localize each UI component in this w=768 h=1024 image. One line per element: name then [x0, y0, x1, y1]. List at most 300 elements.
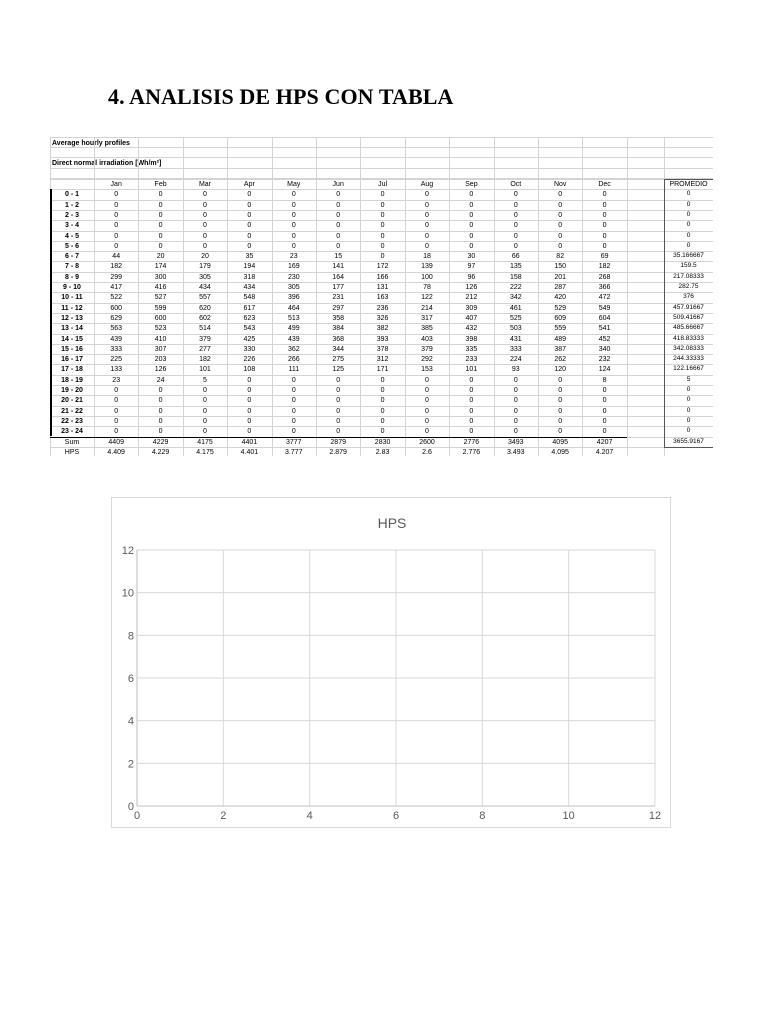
table-cell: 0 — [247, 407, 252, 415]
table-cell: 420 — [554, 294, 567, 302]
table-cell: 0 — [469, 232, 474, 240]
table-cell: 179 — [199, 263, 211, 271]
table-cell: 609 — [554, 314, 567, 322]
month-header-jul: Jul — [378, 181, 388, 188]
table-cell: 0 — [513, 417, 518, 425]
promedio-cell: 217.08333 — [673, 272, 704, 280]
table-cell: 2.776 — [462, 448, 481, 456]
grid-line-h — [50, 261, 713, 262]
table-cell: 305 — [287, 284, 300, 291]
table-cell: 434 — [243, 284, 256, 291]
table-cell: 0 — [469, 201, 474, 209]
promedio-cell: 122.16667 — [673, 365, 704, 373]
grid-line-h — [50, 220, 713, 221]
table-cell: 222 — [509, 284, 522, 291]
table-cell: 35 — [245, 253, 254, 261]
table-cell: 0 — [247, 397, 252, 405]
table-cell: 0 — [203, 222, 207, 230]
table-cell: 101 — [199, 366, 211, 374]
table-cell: 0 — [158, 191, 163, 199]
month-header-mar: Mar — [198, 181, 212, 188]
table-cell: 0 — [513, 407, 518, 415]
table-cell: 366 — [598, 284, 611, 291]
grid-line-h — [50, 323, 713, 324]
table-cell: 4.229 — [151, 448, 170, 456]
table-cell: 557 — [199, 294, 211, 302]
y-tick-label: 12 — [121, 545, 134, 557]
table-cell: 0 — [247, 242, 252, 250]
table-cell: 126 — [154, 366, 167, 374]
table-cell: 312 — [376, 356, 389, 364]
table-note-irradiation: Direct normal irradiation [Wh/m²] — [52, 160, 162, 167]
table-cell: 0 — [425, 211, 429, 219]
table-cell: 0 — [558, 376, 563, 384]
row-label: 21 - 22 — [61, 407, 83, 415]
table-cell: 0 — [158, 211, 163, 219]
grid-line-h — [50, 157, 713, 158]
row-label: 0 - 1 — [64, 191, 79, 199]
table-cell: 2830 — [374, 438, 391, 446]
table-cell: 287 — [554, 284, 567, 291]
table-cell: 3.777 — [285, 448, 303, 456]
table-cell: 0 — [425, 191, 429, 199]
promedio-cell: 376 — [683, 293, 694, 301]
table-cell: 169 — [287, 263, 300, 271]
table-cell: 452 — [598, 335, 611, 343]
row-label: 17 - 18 — [61, 366, 83, 374]
table-cell: 297 — [332, 304, 345, 312]
table-cell: 0 — [558, 387, 563, 394]
table-cell: 523 — [154, 325, 167, 333]
table-cell: 3.493 — [507, 448, 525, 456]
table-cell: 0 — [558, 242, 563, 250]
table-cell: 15 — [334, 253, 343, 261]
table-cell: 513 — [287, 314, 300, 322]
table-cell: 2776 — [463, 438, 480, 446]
table-cell: 0 — [513, 387, 518, 394]
table-cell: 225 — [110, 356, 123, 364]
table-cell: 275 — [332, 356, 345, 364]
table-cell: 0 — [158, 407, 163, 415]
table-cell: 0 — [291, 376, 296, 384]
table-cell: 0 — [336, 428, 341, 436]
row-label: 1 - 2 — [64, 201, 79, 209]
table-cell: 0 — [247, 232, 252, 240]
month-header-nov: Nov — [553, 181, 567, 188]
x-tick-label: 6 — [392, 810, 400, 822]
table-cell: 0 — [336, 222, 341, 230]
table-cell: 266 — [287, 356, 300, 364]
grid-line-h — [50, 231, 713, 232]
grid-line-h — [50, 406, 713, 407]
table-cell: 0 — [513, 376, 518, 384]
table-cell: 82 — [556, 253, 565, 261]
promedio-header: PROMEDIO — [669, 181, 708, 188]
table-cell: 125 — [332, 366, 345, 374]
table-cell: 0 — [380, 407, 385, 415]
table-cell: 131 — [376, 284, 389, 291]
table-cell: 0 — [291, 417, 296, 425]
table-cell: 0 — [469, 222, 474, 230]
table-cell: 0 — [158, 232, 163, 240]
table-cell: 0 — [291, 242, 296, 250]
table-cell: 0 — [558, 191, 563, 199]
month-header-may: May — [287, 181, 301, 188]
promedio-cell: 418.83333 — [673, 334, 704, 342]
table-cell: 201 — [554, 273, 567, 281]
table-cell: 277 — [199, 345, 211, 353]
table-cell: 172 — [376, 263, 389, 271]
table-cell: 0 — [558, 428, 563, 436]
promedio-cell: 457.91667 — [673, 303, 704, 311]
table-cell: 96 — [467, 273, 476, 281]
table-cell: 629 — [110, 314, 123, 322]
table-cell: 600 — [110, 304, 123, 312]
table-cell: 97 — [467, 263, 476, 271]
table-cell: 0 — [114, 201, 119, 209]
promedio-cell: 485.66667 — [673, 324, 704, 332]
grid-line-h — [50, 334, 713, 335]
promedio-cell: 0 — [686, 396, 691, 404]
table-cell: 0 — [114, 242, 119, 250]
table-cell: 226 — [243, 356, 256, 364]
row-label: 12 - 13 — [61, 314, 83, 322]
grid-line-h — [50, 282, 713, 283]
table-cell: 461 — [509, 304, 522, 312]
table-cell: 0 — [602, 201, 607, 209]
grid-line-h — [50, 375, 713, 376]
table-cell: 0 — [291, 191, 296, 199]
table-cell: 379 — [199, 335, 211, 343]
table-cell: 0 — [380, 232, 385, 240]
table-cell: 0 — [114, 211, 119, 219]
table-cell: 0 — [247, 201, 252, 209]
table-cell: 0 — [602, 428, 607, 436]
table-cell: 464 — [287, 304, 300, 312]
table-cell: 407 — [465, 314, 478, 322]
table-cell: 0 — [291, 428, 296, 436]
table-cell: 30 — [467, 253, 476, 261]
x-tick-label: 0 — [133, 810, 141, 822]
table-cell: 0 — [558, 232, 563, 240]
table-cell: 212 — [465, 294, 478, 302]
table-cell: 236 — [376, 304, 389, 312]
table-cell: 0 — [602, 242, 607, 250]
grid-line-h — [50, 272, 713, 273]
table-cell: 122 — [421, 294, 433, 302]
table-cell: 396 — [287, 294, 300, 302]
table-cell: 0 — [425, 222, 429, 230]
month-header-jun: Jun — [332, 181, 344, 188]
table-cell: 8 — [602, 376, 607, 384]
table-cell: 120 — [554, 366, 567, 374]
sum-separator — [50, 437, 627, 438]
row-label: HPS — [64, 448, 80, 456]
table-cell: 307 — [154, 345, 167, 353]
table-cell: 305 — [199, 273, 211, 281]
y-tick-label: 10 — [121, 587, 134, 600]
table-cell: 0 — [203, 397, 207, 405]
table-cell: 0 — [469, 242, 474, 250]
table-cell: 0 — [602, 232, 607, 240]
table-cell: 0 — [425, 428, 429, 436]
grid-line-h — [50, 292, 713, 293]
table-cell: 602 — [199, 314, 211, 322]
table-cell: 0 — [380, 191, 385, 199]
table-cell: 299 — [110, 273, 123, 281]
table-cell: 126 — [465, 284, 478, 291]
table-cell: 0 — [469, 397, 474, 405]
table-cell: 0 — [602, 222, 607, 230]
table-cell: 318 — [243, 273, 256, 281]
promedio-cell: 0 — [686, 221, 691, 229]
table-cell: 0 — [336, 211, 341, 219]
table-cell: 0 — [158, 428, 163, 436]
table-cell: 472 — [598, 294, 611, 302]
table-cell: 0 — [513, 397, 518, 405]
y-tick-label: 0 — [127, 801, 134, 813]
table-cell: 0 — [336, 417, 341, 425]
table-cell: 135 — [509, 263, 522, 271]
grid-line-h — [50, 200, 713, 201]
table-cell: 0 — [114, 232, 119, 240]
month-header-apr: Apr — [243, 181, 255, 188]
grid-line-h — [50, 426, 713, 427]
table-cell: 489 — [554, 335, 567, 343]
promedio-cell: 0 — [686, 241, 691, 249]
promedio-cell: 0 — [686, 427, 691, 435]
table-cell: 0 — [558, 407, 563, 415]
table-cell: 362 — [287, 345, 300, 353]
row-label: 2 - 3 — [64, 211, 79, 219]
table-cell: 0 — [513, 222, 518, 230]
table-cell: 326 — [376, 314, 389, 322]
irradiation-table — [50, 137, 713, 456]
hps-chart-svg — [112, 498, 672, 829]
table-cell: 0 — [114, 191, 119, 199]
grid-line-h — [50, 313, 713, 314]
table-cell: 230 — [287, 273, 300, 281]
table-cell: 0 — [513, 242, 518, 250]
table-cell: 0 — [425, 242, 429, 250]
table-cell: 358 — [332, 314, 345, 322]
table-cell: 108 — [243, 366, 256, 374]
table-cell: 0 — [203, 211, 207, 219]
grid-line-h — [50, 303, 713, 304]
row-label: 13 - 14 — [61, 325, 83, 333]
table-cell: 439 — [110, 335, 123, 343]
table-cell: 0 — [380, 253, 385, 261]
table-cell: 203 — [154, 356, 167, 364]
row-label: 18 - 19 — [61, 376, 83, 384]
table-cell: 2.879 — [329, 448, 347, 456]
table-cell: 368 — [332, 335, 345, 343]
table-cell: 600 — [154, 314, 167, 322]
table-cell: 3493 — [508, 438, 524, 446]
table-cell: 0 — [291, 387, 296, 394]
table-cell: 0 — [558, 222, 563, 230]
table-cell: 0 — [158, 242, 163, 250]
table-cell: 0 — [203, 232, 207, 240]
table-cell: 599 — [154, 304, 167, 312]
table-cell: 0 — [602, 211, 607, 219]
table-cell: 499 — [287, 325, 300, 333]
table-cell: 44 — [112, 253, 121, 261]
table-cell: 4229 — [152, 438, 169, 446]
grid-line-h — [50, 168, 713, 169]
table-cell: 20 — [156, 253, 165, 261]
table-cell: 231 — [332, 294, 345, 302]
table-cell: 0 — [380, 417, 385, 425]
table-cell: 0 — [513, 201, 518, 209]
table-cell: 0 — [247, 387, 252, 394]
table-cell: 0 — [336, 376, 341, 384]
hps-chart — [111, 497, 671, 828]
table-cell: 0 — [425, 387, 429, 394]
table-cell: 0 — [469, 211, 474, 219]
table-cell: 20 — [201, 253, 209, 261]
table-cell: 417 — [110, 284, 123, 291]
table-cell: 0 — [425, 417, 429, 425]
row-label: 11 - 12 — [61, 304, 83, 312]
table-cell: 0 — [380, 211, 385, 219]
table-cell: 0 — [425, 201, 429, 209]
table-cell: 620 — [199, 304, 211, 312]
table-cell: 393 — [376, 335, 389, 343]
row-label: 10 - 11 — [61, 294, 83, 302]
grid-line-h — [50, 395, 713, 396]
table-cell: 549 — [598, 304, 611, 312]
table-cell: 333 — [110, 345, 123, 353]
row-label: 7 - 8 — [64, 263, 79, 271]
table-cell: 522 — [110, 294, 123, 302]
table-cell: 18 — [423, 253, 431, 261]
x-tick-label: 8 — [479, 810, 486, 822]
table-cell: 4.401 — [240, 448, 259, 456]
table-cell: 150 — [554, 263, 567, 271]
table-cell: 384 — [332, 325, 345, 333]
table-cell: 163 — [376, 294, 389, 302]
table-cell: 24 — [156, 376, 165, 384]
table-cell: 0 — [203, 428, 207, 436]
table-cell: 387 — [554, 345, 567, 353]
table-cell: 0 — [114, 397, 119, 405]
table-cell: 214 — [421, 304, 433, 312]
promedio-cell: 0 — [686, 190, 691, 198]
promedio-cell: 282.75 — [678, 283, 699, 290]
table-cell: 525 — [509, 314, 522, 322]
table-cell: 0 — [291, 222, 296, 230]
promedio-cell: 35.166667 — [673, 252, 704, 260]
table-cell: 0 — [558, 397, 563, 405]
table-cell: 232 — [598, 356, 611, 364]
table-cell: 0 — [336, 191, 341, 199]
table-cell: 139 — [421, 263, 433, 271]
table-cell: 317 — [421, 314, 433, 322]
promedio-cell: 342.08333 — [673, 344, 704, 352]
table-cell: 0 — [380, 222, 385, 230]
y-tick-label: 4 — [127, 715, 134, 728]
table-cell: 0 — [114, 387, 119, 394]
table-cell: 262 — [554, 356, 567, 364]
table-cell: 0 — [291, 211, 296, 219]
table-cell: 0 — [380, 242, 385, 250]
promedio-cell: 0 — [686, 210, 691, 218]
table-cell: 0 — [203, 242, 207, 250]
promedio-cell: 0 — [686, 406, 691, 414]
table-cell: 111 — [288, 366, 300, 374]
row-label: 5 - 6 — [64, 242, 79, 250]
row-label: 23 - 24 — [61, 428, 83, 436]
grid-line-h — [50, 241, 713, 242]
table-cell: 342 — [509, 294, 522, 302]
table-cell: 0 — [247, 417, 252, 425]
table-cell: 0 — [247, 211, 252, 219]
y-tick-label: 2 — [127, 758, 134, 771]
table-cell: 0 — [469, 191, 474, 199]
table-cell: 158 — [509, 273, 522, 281]
table-cell: 340 — [598, 345, 611, 353]
table-cell: 623 — [243, 314, 256, 322]
table-cell: 0 — [425, 232, 429, 240]
grid-line-h — [50, 447, 713, 448]
table-cell: 434 — [199, 284, 211, 291]
table-cell: 527 — [154, 294, 167, 302]
table-cell: 100 — [421, 273, 433, 281]
table-cell: 182 — [110, 263, 123, 271]
table-cell: 0 — [558, 201, 563, 209]
table-cell: 0 — [158, 397, 163, 405]
table-cell: 0 — [114, 417, 119, 425]
table-cell: 617 — [243, 304, 256, 312]
table-cell: 4175 — [197, 438, 213, 446]
promedio-cell: 244.33333 — [673, 355, 704, 363]
table-cell: 177 — [332, 284, 345, 291]
grid-line-h — [50, 416, 713, 417]
table-cell: 0 — [336, 397, 341, 405]
grid-line-h — [50, 344, 713, 345]
table-cell: 604 — [598, 314, 611, 322]
promedio-cell: 0 — [686, 416, 691, 424]
promedio-cell: 5 — [686, 375, 691, 383]
table-cell: 385 — [421, 325, 433, 333]
promedio-cell: 159.5 — [680, 262, 697, 270]
table-cell: 0 — [469, 428, 474, 436]
table-cell: 431 — [509, 335, 522, 343]
table-cell: 0 — [336, 201, 341, 209]
row-label: 3 - 4 — [64, 222, 79, 230]
table-cell: 0 — [247, 222, 252, 230]
table-cell: 0 — [469, 387, 474, 394]
table-cell: 0 — [380, 397, 385, 405]
month-header-dec: Dec — [598, 181, 611, 188]
grid-line-h — [50, 147, 713, 148]
table-cell: 0 — [291, 397, 296, 405]
table-cell: 0 — [247, 376, 252, 384]
table-cell: 0 — [203, 407, 207, 415]
table-cell: 0 — [469, 417, 474, 425]
month-header-sep: Sep — [465, 181, 478, 188]
table-cell: 548 — [243, 294, 256, 302]
table-cell: 0 — [425, 407, 429, 415]
row-label: 4 - 5 — [64, 232, 79, 240]
table-cell: 333 — [509, 345, 522, 353]
month-header-oct: Oct — [510, 181, 522, 188]
promedio-cell: 0 — [686, 231, 691, 239]
table-cell: 541 — [598, 325, 611, 333]
table-cell: 2.83 — [375, 448, 390, 456]
y-tick-label: 6 — [127, 673, 134, 685]
